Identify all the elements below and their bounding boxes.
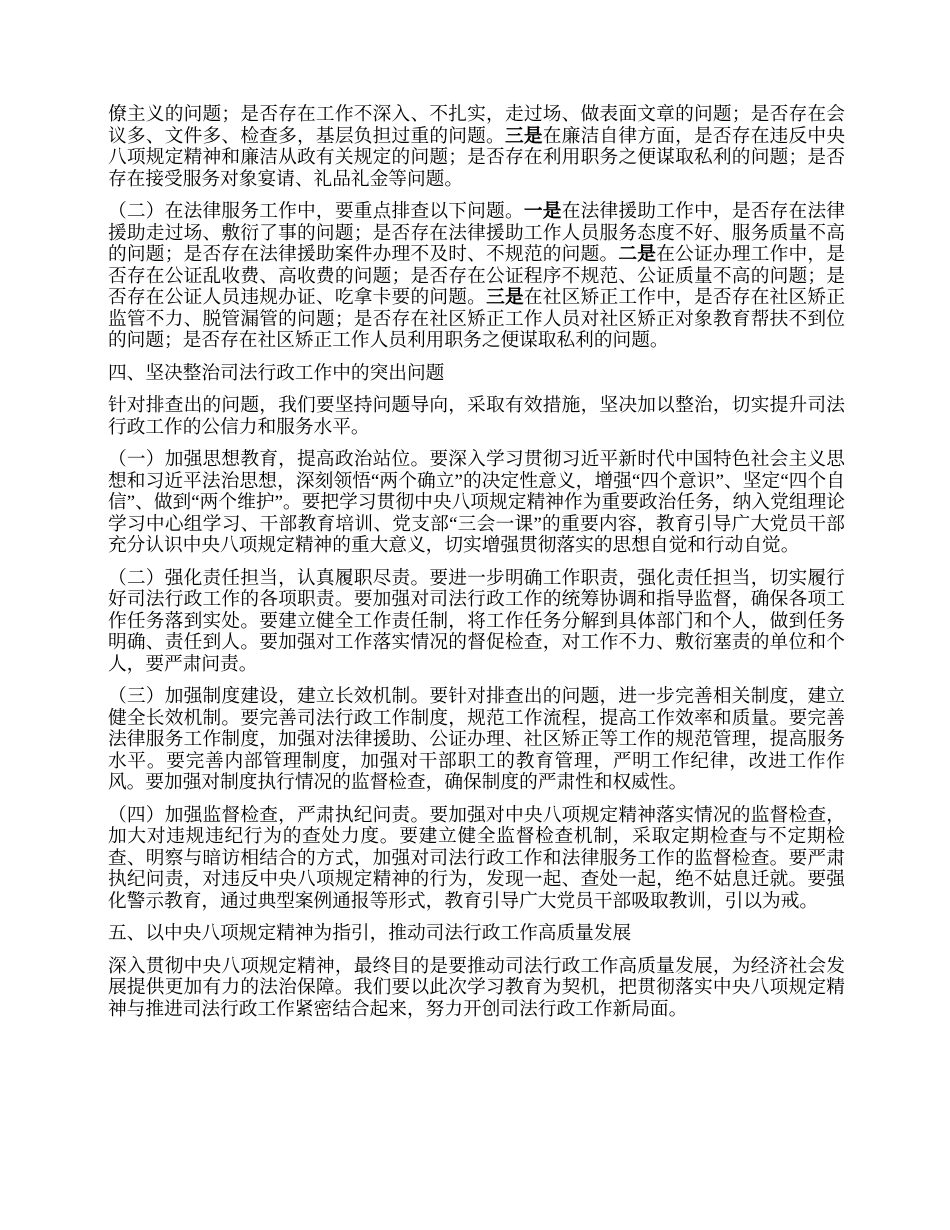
paragraph <box>108 686 845 794</box>
body-text: （四）加强监督检查，严肃执纪问责。要加强对中央八项规定精神落实情况的监督检查，加大对违规违纪行为的查处力度。要建立健全监督检查机制，采取定期检查与不定期检查、明察与暗访相结合的方式，加强对司法行政工作和法律服务工作的监督检查。要严肃执纪问责，对违反中央八项规定精神的行为，发现一起、查处一起，绝不姑息迁就。要强化警示教育，通过典型案例通报等形式，教育引导广大党员干部吸取教训，引以为戒。 <box>108 804 845 912</box>
paragraph <box>108 201 845 352</box>
body-text: （二）在法律服务工作中，要重点排查以下问题。 <box>108 201 524 222</box>
body-text: （三）加强制度建设，建立长效机制。要针对排查出的问题，进一步完善相关制度，建立健全长效机制。要完善司法行政工作制度，规范工作流程，提高工作效率和质量。要完善法律服务工作制度，加强对法律援助、公证办理、社区矫正等工作的规范管理，提高服务水平。要完善内部管理制度，加强对干部职工的教育管理，严明工作纪律，改进工作作风。要加强对制度执行情况的监督检查，确保制度的严肃性和权威性。 <box>108 686 845 793</box>
paragraph <box>108 568 845 676</box>
body-text: 四、坚决整治司法行政工作中的突出问题 <box>108 362 445 384</box>
body-text: 在公证办理工作中，是否存在公证乱收费、高收费的问题；是否存在公证程序不规范、公证质量不高的问题；是否存在公证人员违规办证、吃拿卡要的问题。 <box>108 244 846 308</box>
body-text: 深入贯彻中央八项规定精神，最终目的是要推动司法行政工作高质量发展，为经济社会发展提供更加有力的法治保障。我们要以此次学习教育为契机，把贯彻落实中央八项规定精神与推进司法行政工作紧密结合起来，努力开创司法行政工作新局面。 <box>108 955 845 1020</box>
emphasis-text: 二是 <box>618 244 657 265</box>
body-text: 僚主义的问题；是否存在工作不深入、不扎实，走过场、做表面文章的问题；是否存在会议多、文件多、检查多，基层负担过重的问题。 <box>108 104 845 147</box>
paragraph <box>108 104 845 190</box>
body-text: （一）加强思想教育，提高政治站位。要深入学习贯彻习近平新时代中国特色社会主义思想和习近平法治思想，深刻领悟“两个确立”的决定性意义，增强“四个意识”、坚定“四个自信”、做到“两个维护”。要把学习贯彻中央八项规定精神作为重要政治任务，纳入党组理论学习中心组学习、干部教育培训、党支部“三会一课”的重要内容，教育引导广大党员干部充分认识中央八项规定精神的重大意义，切实增强贯彻落实的思想自觉和行动自觉。 <box>108 449 845 556</box>
document-body <box>108 104 845 1020</box>
body-text: 在法律援助工作中，是否存在法律援助走过场、敷衍了事的问题；是否存在法律援助工作人员服务态度不好、服务质量不高的问题；是否存在法律援助案件办理不及时、不规范的问题。 <box>108 201 846 265</box>
section-heading <box>108 923 845 945</box>
body-text: （二）强化责任担当，认真履职尽责。要进一步明确工作职责，强化责任担当，切实履行好司法行政工作的各项职责。要加强对司法行政工作的统筹协调和指导监督，确保各项工作任务落到实处。要建立健全工作责任制，将工作任务分解到具体部门和个人，做到任务明确、责任到人。要加强对工作落实情况的督促检查，对工作不力、敷衍塞责的单位和个人，要严肃问责。 <box>108 567 845 675</box>
body-text: 针对排查出的问题，我们要坚持问题导向，采取有效措施，坚决加以整治，切实提升司法行政工作的公信力和服务水平。 <box>108 395 845 438</box>
paragraph <box>108 395 845 438</box>
emphasis-text: 三是 <box>486 287 524 308</box>
body-text: 在廉洁自律方面，是否存在违反中央八项规定精神和廉洁从政有关规定的问题；是否存在利用职务之便谋取私利的问题；是否存在接受服务对象宴请、礼品礼金等问题。 <box>108 125 846 190</box>
paragraph <box>108 956 845 1021</box>
body-text: 在社区矫正工作中，是否存在社区矫正监管不力、脱管漏管的问题；是否存在社区矫正工作人员对社区矫正对象教育帮扶不到位的问题；是否存在社区矫正工作人员利用职务之便谋取私利的问题。 <box>108 287 846 351</box>
emphasis-text: 一是 <box>523 201 562 222</box>
section-heading <box>108 363 845 385</box>
emphasis-text: 三是 <box>504 125 543 147</box>
body-text: 五、以中央八项规定精神为指引，推动司法行政工作高质量发展 <box>108 923 632 944</box>
paragraph <box>108 449 845 557</box>
paragraph <box>108 805 845 913</box>
